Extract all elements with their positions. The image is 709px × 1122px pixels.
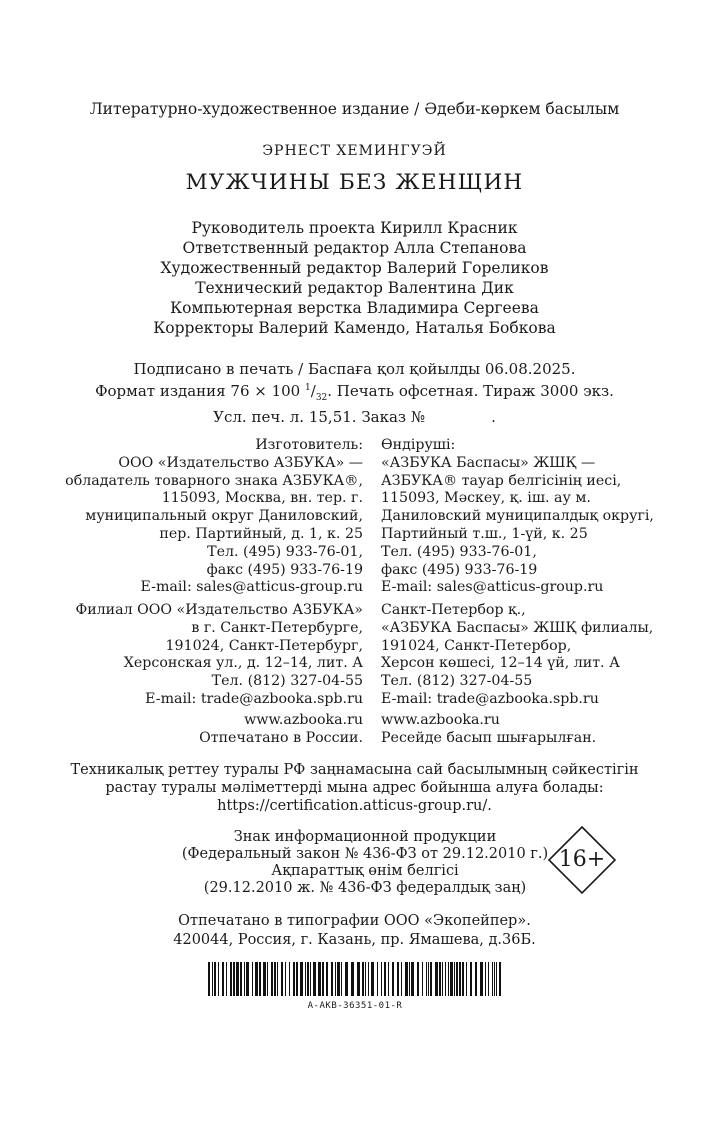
info-product-block [175, 829, 555, 897]
barcode-bar [230, 962, 232, 996]
sheets-line: Усл. печ. л. 15,51. Заказ № . [213, 408, 496, 426]
barcode-bar [426, 962, 427, 996]
barcode-bar [470, 962, 472, 996]
barcode-bar [307, 962, 309, 996]
manufacturer-ru-line: E-mail: sales@atticus-group.ru [140, 579, 363, 596]
barcode-bar [293, 962, 295, 996]
barcode-bar [218, 962, 219, 996]
barcode-bar [494, 962, 495, 996]
barcode-bar [351, 962, 354, 996]
barcode-bar [485, 962, 486, 996]
credit-line: Руководитель проекта Кирилл Красник [191, 219, 518, 237]
branch-kz-line: Тел. (812) 327-04-55 [381, 673, 533, 690]
branch-ru-line: в г. Санкт-Петербурге, [191, 619, 363, 636]
barcode-bar [208, 962, 210, 996]
certification-line: Техникалық реттеу туралы РФ заңнамасына сай басылымның сәйкестігін [70, 762, 639, 778]
barcode-bar [240, 962, 242, 996]
print-info-block [0, 360, 709, 427]
barcode-bar [281, 962, 283, 996]
credit-line: Корректоры Валерий Камендо, Наталья Бобкова [153, 319, 556, 337]
format-suffix: . Печать офсетная. Тираж 3000 экз. [327, 382, 614, 400]
format-line [0, 379, 709, 408]
certification-block [0, 761, 709, 815]
manufacturer-kz-line: Өндіруші: [381, 437, 456, 453]
branch-kz-line: 191024, Санкт-Петербор, [381, 637, 572, 654]
manufacturer-ru-line: Изготовитель: [255, 437, 363, 453]
credit-line: Ответственный редактор Алла Степанова [182, 239, 527, 257]
barcode-bar [246, 962, 249, 996]
manufacturer-ru-line: ООО «Издательство АЗБУКА» — [118, 454, 363, 471]
barcode-bar [212, 962, 213, 996]
barcode-bar [274, 962, 276, 996]
barcode-bar [285, 962, 286, 996]
manufacturer-kz [381, 437, 654, 597]
barcode-bar [392, 962, 394, 996]
barcode-bar [384, 962, 386, 996]
branch-kz-line: Херсон көшесі, 12–14 үй, лит. А [381, 655, 620, 672]
manufacturer-ru-line: Тел. (495) 933-76-01, [207, 543, 363, 560]
barcode-bar [368, 962, 369, 996]
manufacturer-kz-line: АЗБУКА® тауар белгісінің иесі, [381, 472, 622, 489]
barcode-bar [388, 962, 389, 996]
branch-kz-line: «АЗБУКА Баспасы» ЖШҚ филиалы, [381, 619, 654, 636]
barcode-bar [214, 962, 216, 996]
barcode-bar [456, 962, 458, 996]
barcode-bar [442, 962, 443, 996]
sheets-text: Усл. печ. л. 15,51. Заказ № [213, 408, 426, 426]
barcode-bar [430, 962, 432, 996]
barcode-bar [492, 962, 493, 996]
barcode-bar [296, 962, 298, 996]
barcode-bar [488, 962, 489, 996]
age-rating-text: 16+ [558, 847, 606, 872]
barcode-bar [326, 962, 328, 996]
barcode-bar [277, 962, 278, 996]
barcode-bar [411, 962, 414, 996]
format-frac-num: 1 [305, 383, 311, 393]
barcode-bar [337, 962, 340, 996]
manufacturer-ru [65, 437, 363, 597]
branch-ru [75, 602, 363, 709]
barcode-bar [331, 962, 333, 996]
credit-line: Художественный редактор Валерий Гореликов [160, 259, 549, 277]
barcode-bar [401, 962, 402, 996]
barcode-bar [365, 962, 366, 996]
printer-block [0, 912, 709, 949]
manufacturer-kz-line: «АЗБУКА Баспасы» ЖШҚ — [381, 454, 596, 471]
barcode-bar [341, 962, 342, 996]
manufacturer-ru-line: обладатель товарного знака АЗБУКА®, [65, 472, 363, 489]
barcode-bar [377, 962, 378, 996]
barcode-bar [310, 962, 311, 996]
web-ru [199, 712, 363, 748]
branch-kz-line: Санкт-Петербор қ., [381, 602, 526, 618]
manufacturer-ru-line: 115093, Москва, вн. тер. г. [161, 490, 363, 507]
manufacturer-kz-line: Даниловский муниципалдық округі, [381, 508, 654, 525]
credit-line: Компьютерная верстка Владимира Сергеева [170, 299, 539, 317]
printer-line: Отпечатано в типографии ООО «Экопейпер». [178, 913, 531, 929]
barcode-bar [259, 962, 261, 996]
barcode-bar [371, 962, 374, 996]
barcode-bar [417, 962, 419, 996]
website-link-ru[interactable]: www.azbooka.ru [244, 712, 363, 728]
manufacturer-kz-line: E-mail: sales@atticus-group.ru [381, 579, 604, 596]
manufacturer-kz-line: Партийный т.ш., 1-үй, к. 25 [381, 525, 588, 542]
barcode-bar [409, 962, 410, 996]
printer-line: 420044, Россия, г. Казань, пр. Ямашева, д.36Б. [173, 931, 536, 948]
branch-ru-line: Херсонская ул., д. 12–14, лит. А [123, 655, 363, 672]
printed-in-ru: Отпечатано в России. [199, 729, 363, 746]
format-prefix: Формат издания 76 × 100 [95, 382, 301, 400]
barcode-bar [462, 962, 464, 996]
barcode-bar [300, 962, 303, 996]
barcode-bar [439, 962, 441, 996]
barcode-bar [480, 962, 483, 996]
info-product-line: Ақпараттық өнім белгісі [271, 863, 459, 879]
manufacturer-kz-line: Тел. (495) 933-76-01, [381, 543, 537, 560]
age-rating-badge [548, 826, 616, 894]
barcode-bar [289, 962, 290, 996]
info-product-line: (Федеральный закон № 436-ФЗ от 29.12.2010 г.) [181, 846, 549, 862]
barcode-bar [428, 962, 429, 996]
barcode-bar [267, 962, 268, 996]
barcode-icon [208, 962, 502, 996]
certification-url[interactable]: https://certification.atticus-group.ru/. [217, 798, 492, 814]
barcode-bar [381, 962, 382, 996]
barcode-bar [435, 962, 438, 996]
certification-line: растау туралы мәліметтерді мына адрес бойынша алуға болады: [105, 780, 604, 796]
barcode-bar [313, 962, 316, 996]
format-fraction: $^1/_{32}$ [305, 382, 328, 403]
barcode-bar [252, 962, 253, 996]
info-product-line: Знак информационной продукции [233, 829, 497, 845]
barcode-bar [496, 962, 497, 996]
barcode-bar [271, 962, 273, 996]
barcode-bar [305, 962, 306, 996]
branch-ru-line: Тел. (812) 327-04-55 [211, 673, 363, 690]
manufacturer-kz-line: 115093, Мәскеу, қ. іш. ау м. [381, 490, 591, 507]
website-link-kz[interactable]: www.azbooka.ru [381, 712, 500, 728]
barcode-bar [318, 962, 321, 996]
manufacturer-ru-line: факс (495) 933-76-19 [206, 561, 363, 578]
signed-line: Подписано в печать / Баспаға қол қойылды 06.08.2025. [133, 360, 576, 378]
credit-line: Технический редактор Валентина Дик [195, 279, 514, 297]
barcode-bar [362, 962, 364, 996]
web-kz [381, 712, 596, 748]
barcode-bar [450, 962, 453, 996]
barcode-bar [357, 962, 360, 996]
manufacturer-kz-line: факс (495) 933-76-19 [381, 561, 538, 578]
barcode-bar [459, 962, 461, 996]
author-name: ЭРНЕСТ ХЕМИНГУЭЙ [262, 143, 447, 159]
barcode-bar [263, 962, 266, 996]
barcode-bar [422, 962, 423, 996]
format-frac-den: 32 [315, 393, 328, 403]
branch-kz-line: E-mail: trade@azbooka.spb.ru [381, 690, 599, 707]
barcode-bar [322, 962, 324, 996]
credits-block [0, 218, 709, 338]
barcode-bar [335, 962, 336, 996]
branch-ru-line: 191024, Санкт-Петербург, [165, 637, 363, 654]
branch-ru-line: Филиал ООО «Издательство АЗБУКА» [75, 602, 363, 618]
barcode-bar [454, 962, 455, 996]
barcode-bar [475, 962, 477, 996]
printed-in-kz: Ресейде басып шығарылған. [381, 729, 597, 746]
barcode-bar [445, 962, 446, 996]
branch-kz [381, 602, 653, 709]
barcode-bar [448, 962, 449, 996]
genre-line: Литературно-художественное издание / Әдеби-көркем басылым [89, 100, 620, 118]
barcode-bar [499, 962, 501, 996]
info-product-line: (29.12.2010 ж. № 436-ФЗ федералдық заң) [203, 880, 527, 896]
barcode-bar [236, 962, 239, 996]
barcode-bar [466, 962, 467, 996]
barcode-bar [226, 962, 227, 996]
barcode-bar [405, 962, 408, 996]
barcode-bar [397, 962, 399, 996]
branch-ru-line: E-mail: trade@azbooka.spb.ru [145, 690, 363, 707]
manufacturer-ru-line: муниципальный округ Даниловский, [85, 508, 363, 525]
barcode-bar [222, 962, 224, 996]
barcode-bar [345, 962, 348, 996]
barcode-bar [255, 962, 258, 996]
barcode-bar [233, 962, 235, 996]
barcode-bar [244, 962, 245, 996]
book-title: МУЖЧИНЫ БЕЗ ЖЕНЩИН [185, 170, 524, 195]
manufacturer-ru-line: пер. Партийный, д. 1, к. 25 [159, 525, 363, 542]
barcode-label: A-AKB-36351-01-R [307, 1001, 403, 1011]
